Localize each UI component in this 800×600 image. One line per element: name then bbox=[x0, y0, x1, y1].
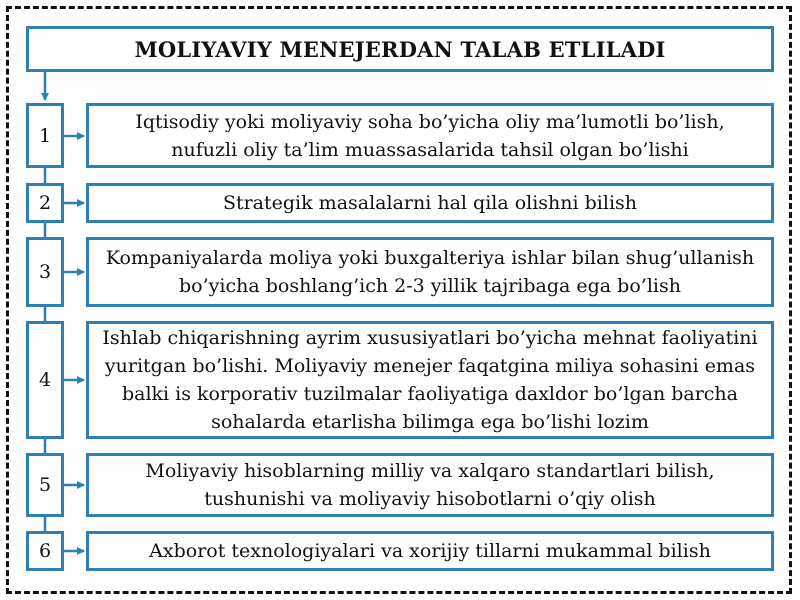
item-number-1: 1 bbox=[26, 103, 64, 168]
item-text-1: Iqtisodiy yoki moliyaviy soha bo’yicha oliy ma’lumotli bo’lish, nufuzli oliy ta’lim muassasalarida tahsil olgan bo’lishi bbox=[86, 103, 774, 168]
item-number-3: 3 bbox=[26, 237, 64, 307]
item-text-4: Ishlab chiqarishning ayrim xususiyatlari bo’yicha mehnat faoliyatini yuritgan bo’lishi. Moliyaviy menejer faqatgina miliya sohasini emas balki is korporativ tuzilmalar faoliyatiga daxldor bo’lgan barcha sohalarda etarlisha bilimga ega bo’lishi lozim bbox=[86, 321, 774, 439]
item-number-6: 6 bbox=[26, 531, 64, 571]
item-text-5: Moliyaviy hisoblarning milliy va xalqaro standartlari bilish, tushunishi va moliyaviy hisobotlarni o’qiy olish bbox=[86, 453, 774, 517]
item-text-3: Kompaniyalarda moliya yoki buxgalteriya ishlar bilan shug’ullanish bo’yicha boshlang’ich 2-3 yillik tajribaga ega bo’lish bbox=[86, 237, 774, 307]
diagram-title: MOLIYAVIY MENEJERDAN TALAB ETLILADI bbox=[26, 26, 774, 72]
item-number-5: 5 bbox=[26, 453, 64, 517]
item-text-6: Axborot texnologiyalari va xorijiy tillarni mukammal bilish bbox=[86, 531, 774, 571]
item-number-2: 2 bbox=[26, 183, 64, 223]
item-number-4: 4 bbox=[26, 321, 64, 439]
item-text-2: Strategik masalalarni hal qila olishni bilish bbox=[86, 183, 774, 223]
